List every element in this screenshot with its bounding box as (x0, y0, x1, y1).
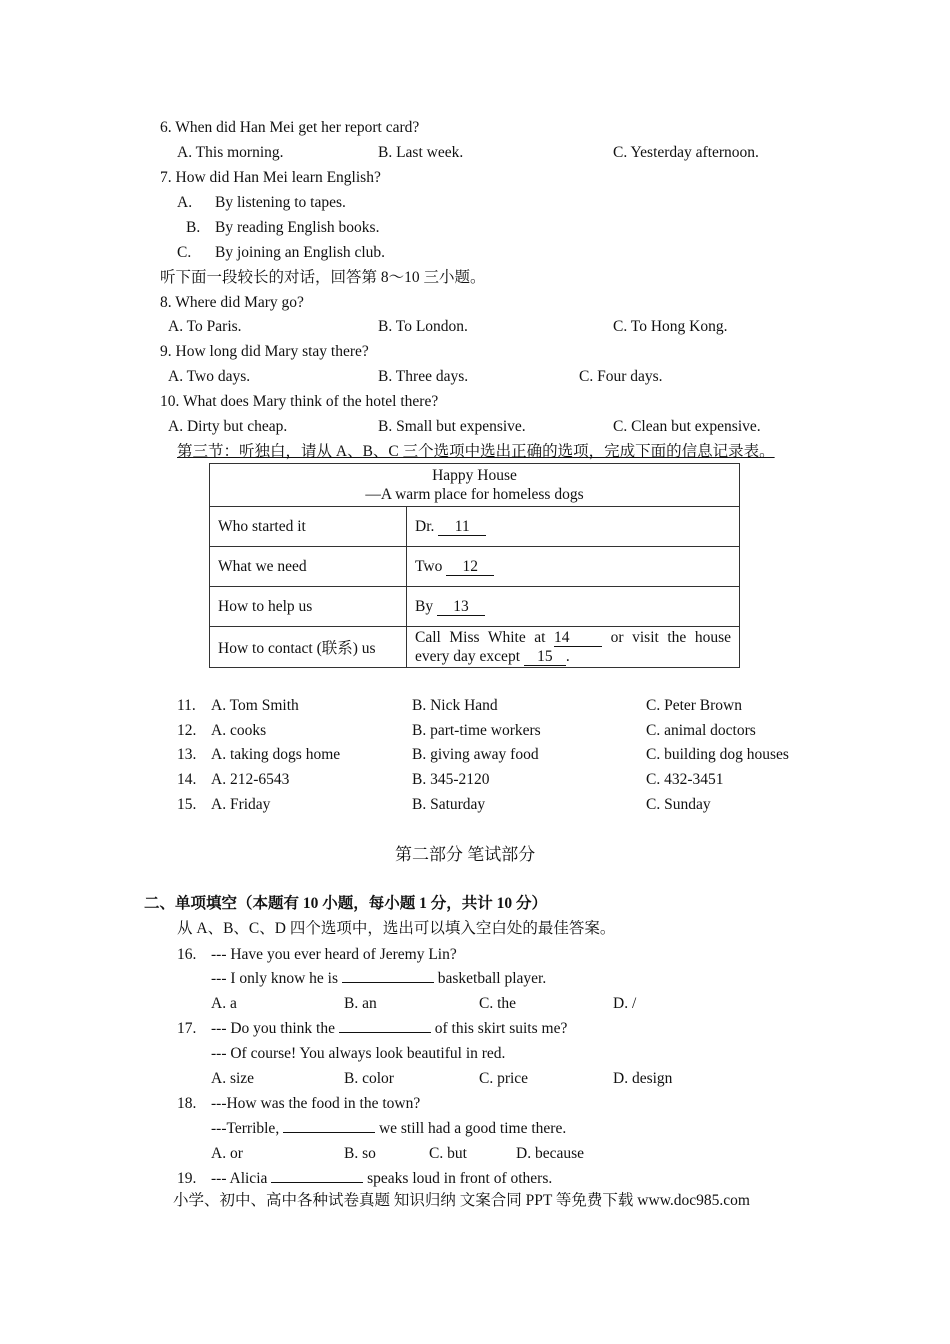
table-row (210, 507, 740, 547)
info-record-table (209, 463, 740, 668)
q17-option-b: B. color (344, 1070, 394, 1087)
blank-12: 12 (446, 559, 494, 576)
q19-number: 19. (177, 1170, 197, 1187)
q9-option-a: A. Two days. (168, 368, 251, 385)
q16-line-2: --- I only know he is basketball player. (211, 970, 547, 987)
row-value (407, 547, 740, 587)
q16-option-b: B. an (344, 995, 377, 1012)
question-6: 6. When did Han Mei get her report card? (160, 119, 420, 136)
q7-option-c: By joining an English club. (215, 244, 386, 261)
question-7: 7. How did Han Mei learn English? (160, 169, 381, 186)
part2-title: 第二部分 笔试部分 (395, 845, 536, 864)
blank-15: 15 (524, 649, 566, 666)
option-b: B. Saturday (412, 796, 486, 813)
section-instruction: 听下面一段较长的对话，回答第 8～10 三小题。 (160, 269, 486, 286)
option-a: A. taking dogs home (211, 746, 341, 763)
section2-title: 二、单项填空（本题有 10 小题，每小题 1 分，共计 10 分） (144, 895, 548, 912)
question-9: 9. How long did Mary stay there? (160, 343, 369, 360)
option-a: A. 212-6543 (211, 771, 290, 788)
q10-option-a: A. Dirty but cheap. (168, 418, 288, 435)
q10-option-b: B. Small but expensive. (378, 418, 526, 435)
table-title: Happy House (432, 467, 517, 484)
q19-line-1: --- Alicia speaks loud in front of others. (211, 1170, 553, 1187)
table-header (210, 464, 740, 507)
q17-number: 17. (177, 1020, 197, 1037)
q18-option-a: A. or (211, 1145, 243, 1162)
q18-line-2: ---Terrible, we still had a good time there. (211, 1120, 567, 1137)
q8-option-b: B. To London. (378, 318, 468, 335)
q16-option-a: A. a (211, 995, 237, 1012)
q7-option-c-letter: C. (177, 244, 192, 261)
option-number: 12. (177, 722, 197, 739)
row-value (407, 627, 740, 668)
q10-option-c: C. Clean but expensive. (613, 418, 761, 435)
table-row (210, 587, 740, 627)
q17-line-1: --- Do you think the of this skirt suits me? (211, 1020, 568, 1037)
option-number: 13. (177, 746, 197, 763)
row-label: How to help us (210, 587, 407, 627)
blank-13: 13 (437, 599, 485, 616)
q17-option-c: C. price (479, 1070, 529, 1087)
contact-line-2: every day except 15 . (415, 648, 570, 665)
q16-option-d: D. / (613, 995, 637, 1012)
q18-number: 18. (177, 1095, 197, 1112)
q7-option-a: By listening to tapes. (215, 194, 346, 211)
q7-option-a-letter: A. (177, 194, 193, 211)
row-prefix: By (415, 597, 434, 615)
option-number: 11. (177, 697, 196, 714)
q16-option-c: C. the (479, 995, 517, 1012)
table-row (210, 627, 740, 668)
option-a: A. cooks (211, 722, 267, 739)
option-c: C. Peter Brown (646, 697, 743, 714)
q16-line-1: --- Have you ever heard of Jeremy Lin? (211, 946, 457, 963)
q17-line-2: --- Of course! You always look beautiful in red. (211, 1045, 506, 1062)
q18-option-d: D. because (516, 1145, 584, 1162)
page-footer: 小学、初中、高中各种试卷真题 知识归纳 文案合同 PPT 等免费下载 www.doc985.com (173, 1192, 750, 1209)
question-10: 10. What does Mary think of the hotel there? (160, 393, 439, 410)
blank (271, 1182, 363, 1183)
q18-line-1: ---How was the food in the town? (211, 1095, 421, 1112)
table-row (210, 547, 740, 587)
part3-instruction: 第三节：听独白，请从 A、B、C 三个选项中选出正确的选项，完成下面的信息记录表。 (177, 443, 775, 460)
q6-option-c: C. Yesterday afternoon. (613, 144, 759, 161)
option-number: 14. (177, 771, 197, 788)
contact-line-1: Call Miss White at 14 or visit the house (415, 629, 732, 646)
row-label: What we need (210, 547, 407, 587)
q7-option-b: By reading English books. (215, 219, 380, 236)
blank (342, 982, 434, 983)
q18-option-b: B. so (344, 1145, 376, 1162)
option-c: C. 432-3451 (646, 771, 724, 788)
option-c: C. building dog houses (646, 746, 789, 763)
row-prefix: Two (415, 557, 443, 575)
q17-option-d: D. design (613, 1070, 673, 1087)
q17-option-a: A. size (211, 1070, 255, 1087)
q8-option-c: C. To Hong Kong. (613, 318, 728, 335)
q8-option-a: A. To Paris. (168, 318, 242, 335)
row-value (407, 507, 740, 547)
option-number: 15. (177, 796, 197, 813)
q9-option-b: B. Three days. (378, 368, 469, 385)
row-label: How to contact (联系) us (210, 627, 407, 668)
option-b: B. Nick Hand (412, 697, 498, 714)
q18-option-c: C. but (429, 1145, 467, 1162)
q16-number: 16. (177, 946, 197, 963)
row-label: Who started it (210, 507, 407, 547)
option-a: A. Tom Smith (211, 697, 299, 714)
blank (339, 1032, 431, 1033)
blank-14: 14 (554, 630, 602, 647)
section2-instruction: 从 A、B、C、D 四个选项中，选出可以填入空白处的最佳答案。 (177, 920, 616, 937)
row-prefix: Dr. (415, 517, 435, 535)
option-c: C. Sunday (646, 796, 711, 813)
option-a: A. Friday (211, 796, 271, 813)
q7-option-b-letter: B. (186, 219, 201, 236)
option-b: B. giving away food (412, 746, 539, 763)
blank (283, 1132, 375, 1133)
q9-option-c: C. Four days. (579, 368, 663, 385)
q6-option-b: B. Last week. (378, 144, 464, 161)
option-b: B. part-time workers (412, 722, 541, 739)
question-8: 8. Where did Mary go? (160, 294, 304, 311)
option-c: C. animal doctors (646, 722, 756, 739)
q6-option-a: A. This morning. (177, 144, 284, 161)
table-subtitle: —A warm place for homeless dogs (365, 486, 584, 503)
blank-11: 11 (438, 519, 486, 536)
option-b: B. 345-2120 (412, 771, 490, 788)
row-value (407, 587, 740, 627)
